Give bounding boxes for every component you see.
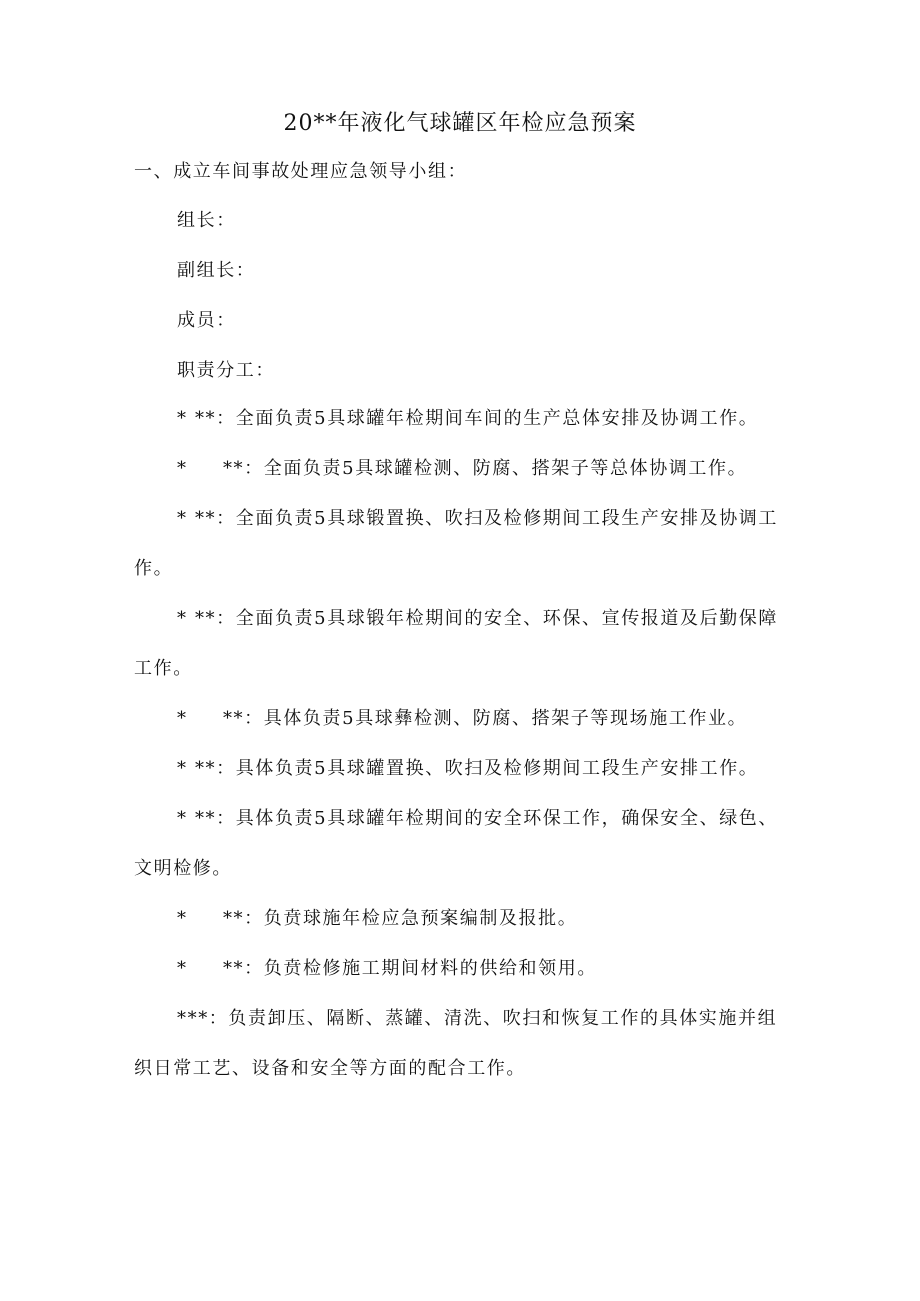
duty-item — [177, 806, 778, 832]
duty-mark: * — [177, 958, 188, 979]
duty-item — [177, 756, 758, 782]
duty-mark: * — [177, 408, 188, 429]
duty-mark: * — [177, 808, 188, 829]
duty-mark: * — [177, 458, 188, 479]
duty-text: 全面负责5具球罐检测、防腐、搭架子等总体协调工作。 — [263, 458, 748, 479]
duty-name: **： — [222, 708, 264, 729]
duty-continuation: 工作。 — [134, 658, 193, 679]
duty-item — [177, 406, 758, 432]
members-label: 成员： — [177, 310, 236, 331]
duty-text: 负责卸压、隔断、蒸罐、清洗、吹扫和恢复工作的具体实施并组 — [228, 1008, 778, 1029]
duty-name: **： — [222, 908, 264, 929]
duty-continuation: 织日常工艺、设备和安全等方面的配合工作。 — [134, 1058, 526, 1079]
section-heading: 一、成立车间事故处理应急领导小组： — [134, 161, 468, 182]
duty-text: 具体负责5具球罐年检期间的安全环保工作，确保安全、绿色、 — [235, 808, 778, 829]
duty-name: **： — [194, 808, 236, 829]
document-title: 20**年液化气球罐区年检应急预案 — [283, 111, 637, 136]
duty-continuation: 文明检修。 — [134, 858, 232, 879]
leader-label: 组长： — [177, 210, 236, 231]
duty-text: 具体负责5具球罐置换、吹扫及检修期间工段生产安排工作。 — [235, 758, 759, 779]
duty-name: **： — [222, 958, 264, 979]
duty-name: **： — [194, 758, 236, 779]
duty-mark: * — [177, 758, 188, 779]
duty-item — [177, 956, 597, 982]
duty-name: ***： — [177, 1008, 229, 1029]
duty-mark: * — [177, 508, 188, 529]
duty-text: 全面负责5具球锻置换、吹扫及检修期间工段生产安排及协调工 — [235, 508, 778, 529]
duty-continuation: 作。 — [134, 558, 174, 579]
duty-name: **： — [194, 508, 236, 529]
duty-mark: * — [177, 708, 188, 729]
duty-item — [177, 1006, 777, 1032]
duty-item — [177, 706, 747, 732]
duty-text: 全面负责5具球罐年检期间车间的生产总体安排及协调工作。 — [235, 408, 759, 429]
duty-text: 全面负责5具球锻年检期间的安全、环保、宣传报道及后勤保障 — [235, 608, 778, 629]
duty-item — [177, 456, 747, 482]
duty-text: 负贲球施年检应急预案编制及报批。 — [263, 908, 578, 929]
duty-name: **： — [222, 458, 264, 479]
duty-mark: * — [177, 608, 188, 629]
duty-item — [177, 906, 577, 932]
duty-text: 负贲检修施工期间材料的供给和领用。 — [263, 958, 597, 979]
duty-name: **： — [194, 608, 236, 629]
duty-name: **： — [194, 408, 236, 429]
duties-heading: 职责分工： — [177, 360, 275, 381]
duty-mark: * — [177, 908, 188, 929]
duty-text: 具体负责5具球彝检测、防腐、搭架子等现场施工作业。 — [263, 708, 748, 729]
deputy-leader-label: 副组长： — [177, 260, 256, 281]
duty-item — [177, 606, 778, 632]
duty-item — [177, 506, 778, 532]
